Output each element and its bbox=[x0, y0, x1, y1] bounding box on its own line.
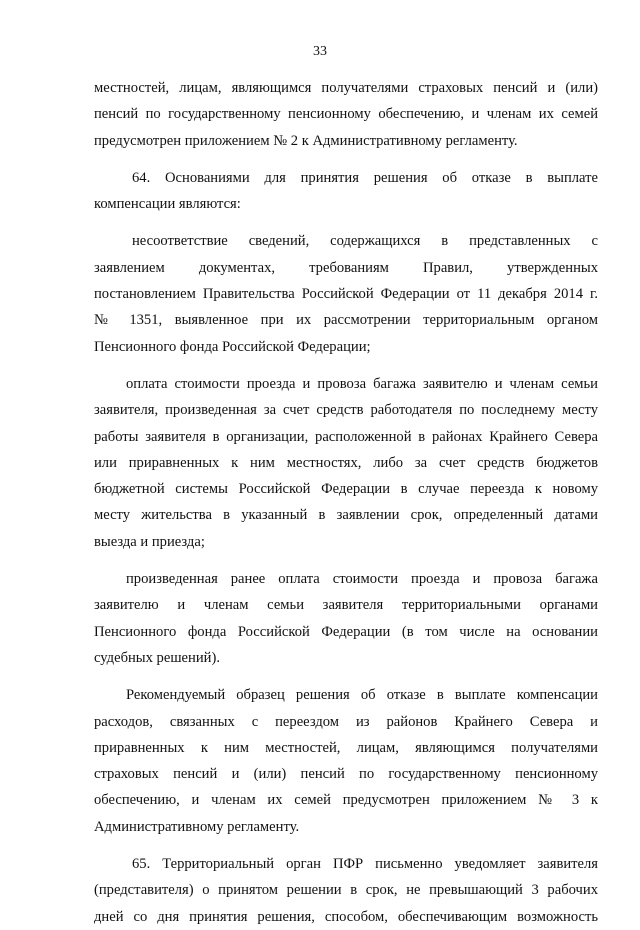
text-line: дней со дня принятия решения, способом, обеспечивающим возможность bbox=[94, 908, 598, 925]
text-line: 65. Территориальный орган ПФР письменно уведомляет заявителя bbox=[132, 856, 598, 873]
paragraph bbox=[94, 682, 598, 840]
text-line: постановлением Правительства Российской Федерации от 11 декабря 2014 г. bbox=[94, 286, 598, 303]
text-line: страховых пенсий и (или) пенсий по государственному пенсионному bbox=[94, 766, 598, 783]
text-line: обеспечению, и членам их семей предусмотрен приложением № 3 к bbox=[94, 792, 598, 809]
text-line: Пенсионного фонда Российской Федерации (в том числе на основании bbox=[94, 623, 598, 640]
text-line: заявителя, произведенная за счет средств работодателя по последнему месту bbox=[94, 402, 598, 419]
text-line: несоответствие сведений, содержащихся в представленных с bbox=[132, 233, 598, 250]
text-line: компенсации являются: bbox=[94, 196, 241, 213]
text-line: оплата стоимости проезда и провоза багажа заявителю и членам семьи bbox=[126, 375, 598, 392]
text-line: приравненных к ним местностей, лицам, являющимся получателями bbox=[94, 739, 598, 756]
text-line: Пенсионного фонда Российской Федерации; bbox=[94, 338, 371, 355]
text-line: расходов, связанных с переездом из районов Крайнего Севера и bbox=[94, 713, 598, 730]
text-line: месту жительства в указанный в заявлении срок, определенный датами bbox=[94, 507, 598, 524]
text-line: Административному регламенту. bbox=[94, 818, 300, 835]
paragraph-item-65 bbox=[94, 851, 598, 930]
text-line: работы заявителя в организации, расположенной в районах Крайнего Севера bbox=[94, 428, 598, 445]
text-line: местностей, лицам, являющимся получателями страховых пенсий и (или) bbox=[94, 80, 598, 96]
text-line: заявлением документах, требованиям Правил, утвержденных bbox=[94, 259, 598, 276]
text-line: (представителя) о принятом решении в срок, не превышающий 3 рабочих bbox=[94, 882, 598, 899]
text-line: пенсий по государственному пенсионному обеспечению, и членам их семей bbox=[94, 106, 598, 123]
text-line: Рекомендуемый образец решения об отказе в выплате компенсации bbox=[126, 687, 598, 704]
text-line: предусмотрен приложением № 2 к Административному регламенту. bbox=[94, 132, 518, 149]
document-body bbox=[94, 75, 598, 930]
text-line: заявителю и членам семьи заявителя территориальными органами bbox=[94, 597, 598, 614]
text-line: № 1351, выявленное при их рассмотрении территориальным органом bbox=[94, 312, 598, 329]
text-line: 64. Основаниями для принятия решения об отказе в выплате bbox=[132, 169, 598, 186]
text-line: или приравненных к ним местностях, либо за счет средств бюджетов bbox=[94, 454, 598, 471]
paragraph bbox=[94, 371, 598, 555]
text-line: выезда и приезда; bbox=[94, 533, 205, 550]
paragraph bbox=[94, 566, 598, 671]
text-line: произведенная ранее оплата стоимости проезда и провоза багажа bbox=[126, 571, 598, 588]
text-line: судебных решений). bbox=[94, 649, 220, 666]
text-line: бюджетной системы Российской Федерации в случае переезда к новому bbox=[94, 481, 598, 498]
paragraph bbox=[94, 75, 598, 154]
page-number: 33 bbox=[313, 44, 327, 59]
paragraph bbox=[94, 228, 598, 359]
paragraph-item-64 bbox=[94, 165, 598, 218]
